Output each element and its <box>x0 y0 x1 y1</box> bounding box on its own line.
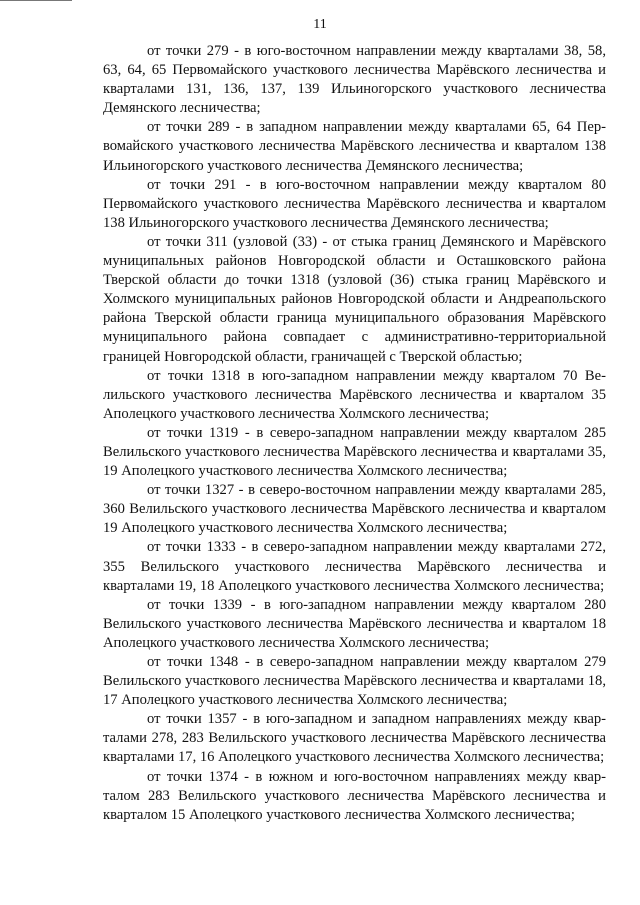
paragraph-point-1333: от точки 1333 - в северо-западном направлении между кварталами 272, 355 Велильского участкового лесничества Марёвского лесничества и кварталами 19, 18 Аполецкого участкового лесничества Холмского лесничества; <box>103 539 606 594</box>
page-number: 11 <box>313 17 327 32</box>
document-body <box>103 42 606 825</box>
top-rule-line <box>0 0 72 1</box>
paragraph-point-1318: от точки 1318 в юго-западном направлении между кварталом 70 Велильского участкового лесничества Марёвского лесничества и кварталом 35 Аполецкого участкового лесничества Холмского лесничества; <box>103 367 606 422</box>
paragraph-point-1374: от точки 1374 - в южном и юго-восточном направлениях между кварталом 283 Велильского участкового лесничества Марёвского лесничества и кварталом 15 Аполецкого участкового лесничества Холмского лесничества; <box>103 768 606 823</box>
paragraph-point-1327: от точки 1327 - в северо-восточном направлении между кварталами 285, 360 Велильского участкового лесничества Марёвского лесничества и кварталом 19 Аполецкого участкового лесничества Холмского лесничества; <box>103 482 606 537</box>
paragraph-point-311: от точки 311 (узловой (33) - от стыка границ Демянского и Марёвского муниципальных районов Новгородской области и Осташковского района Тверской области до точки 1318 (узловой (36) стыка границ Марёвского и Холмского муниципальных районов Новгородской области и Андреапольского района Тверской области граница муниципального образования Марёвского муниципального района совпадает с административно-территориальной границей Новгородской области, граничащей с Тверской областью; <box>103 233 606 365</box>
paragraph-point-1339: от точки 1339 - в юго-западном направлении между кварталом 280 Велильского участкового лесничества Марёвского лесничества и кварталом 18 Аполецкого участкового лесничества Холмского лесничества; <box>103 596 606 651</box>
paragraph-point-289: от точки 289 - в западном направлении между кварталами 65, 64 Первомайского участкового лесничества Марёвского лесничества и кварталом 138 Ильиногорского участкового лесничества Демянского лесничества; <box>103 119 606 174</box>
paragraph-point-279: от точки 279 - в юго-восточном направлении между кварталами 38, 58, 63, 64, 65 Первомайского участкового лесничества Марёвского лесничества и кварталами 131, 136, 137, 139 Ильиногорского участкового лесничества Демянского лесничества; <box>103 43 606 117</box>
paragraph-point-1348: от точки 1348 - в северо-западном направлении между кварталом 279 Велильского участкового лесничества Марёвского лесничества и кварталами 18, 17 Аполецкого участкового лесничества Холмского лесничества; <box>103 654 606 709</box>
paragraph-point-291: от точки 291 - в юго-восточном направлении между кварталом 80 Первомайского участкового лесничества Марёвского лесничества и кварталом 138 Ильиногорского участкового лесничества Демянского лесничества; <box>103 176 606 231</box>
paragraph-point-1357: от точки 1357 - в юго-западном и западном направлениях между кварталами 278, 283 Велильского участкового лесничества Марёвского лесничества кварталами 17, 16 Аполецкого участкового лесничества Холмского лесничества; <box>103 711 606 766</box>
paragraph-point-1319: от точки 1319 - в северо-западном направлении между кварталом 285 Велильского участкового лесничества Марёвского лесничества и кварталами 35, 19 Аполецкого участкового лесничества Холмского лесничества; <box>103 424 606 480</box>
